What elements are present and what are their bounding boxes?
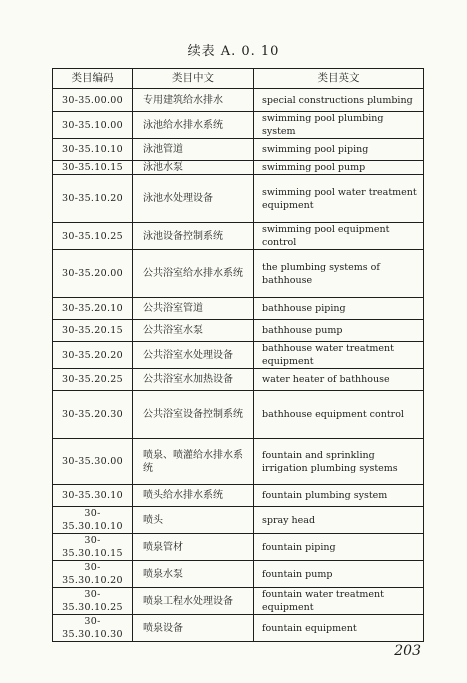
cell-code: 30-35.30.10.25	[53, 588, 133, 615]
table-body	[53, 89, 424, 642]
cell-code: 30-35.30.10.30	[53, 615, 133, 642]
cell-chinese: 喷泉水泵	[133, 561, 254, 588]
table-row	[53, 588, 424, 615]
table-row	[53, 161, 424, 175]
cell-code: 30-35.20.15	[53, 320, 133, 342]
table-row	[53, 112, 424, 139]
cell-code: 30-35.30.10.20	[53, 561, 133, 588]
cell-english: fountain piping	[254, 534, 424, 561]
cell-chinese: 泳池水处理设备	[133, 175, 254, 223]
cell-chinese: 公共浴室水泵	[133, 320, 254, 342]
table-row	[53, 250, 424, 298]
cell-english: fountain and sprinkling irrigation plumbing systems	[254, 439, 424, 485]
cell-code: 30-35.20.25	[53, 369, 133, 391]
cell-chinese: 公共浴室管道	[133, 298, 254, 320]
page-title: 续表 A. 0. 10	[187, 44, 280, 59]
cell-chinese: 喷泉设备	[133, 615, 254, 642]
table-row	[53, 320, 424, 342]
cell-code: 30-35.10.10	[53, 139, 133, 161]
table-row	[53, 561, 424, 588]
cell-english: the plumbing systems of bathhouse	[254, 250, 424, 298]
cell-chinese: 公共浴室水处理设备	[133, 342, 254, 369]
cell-chinese: 泳池管道	[133, 139, 254, 161]
cell-english: swimming pool pump	[254, 161, 424, 175]
cell-code: 30-35.10.20	[53, 175, 133, 223]
cell-code: 30-35.20.00	[53, 250, 133, 298]
cell-code: 30-35.30.10.15	[53, 534, 133, 561]
table-row	[53, 342, 424, 369]
cell-chinese: 喷头	[133, 507, 254, 534]
cell-code: 30-35.10.25	[53, 223, 133, 250]
cell-english: spray head	[254, 507, 424, 534]
cell-chinese: 公共浴室给水排水系统	[133, 250, 254, 298]
table-row	[53, 175, 424, 223]
cell-english: bathhouse equipment control	[254, 391, 424, 439]
cell-chinese: 泳池设备控制系统	[133, 223, 254, 250]
table-row	[53, 485, 424, 507]
cell-english: bathhouse water treatment equipment	[254, 342, 424, 369]
cell-english: swimming pool water treatment equipment	[254, 175, 424, 223]
header-code: 类目编码	[53, 69, 133, 89]
cell-english: water heater of bathhouse	[254, 369, 424, 391]
cell-code: 30-35.30.10	[53, 485, 133, 507]
cell-code: 30-35.10.15	[53, 161, 133, 175]
cell-chinese: 喷头给水排水系统	[133, 485, 254, 507]
cell-english: special constructions plumbing	[254, 89, 424, 112]
cell-code: 30-35.30.00	[53, 439, 133, 485]
cell-code: 30-35.20.30	[53, 391, 133, 439]
cell-english: fountain water treatment equipment	[254, 588, 424, 615]
cell-chinese: 专用建筑给水排水	[133, 89, 254, 112]
table-row	[53, 369, 424, 391]
table-header-row	[53, 69, 424, 89]
table-row	[53, 507, 424, 534]
cell-english: swimming pool piping	[254, 139, 424, 161]
cell-english: swimming pool plumbing system	[254, 112, 424, 139]
cell-code: 30-35.20.10	[53, 298, 133, 320]
cell-english: fountain pump	[254, 561, 424, 588]
cell-code: 30-35.00.00	[53, 89, 133, 112]
cell-english: swimming pool equipment control	[254, 223, 424, 250]
table-row	[53, 391, 424, 439]
cell-english: fountain plumbing system	[254, 485, 424, 507]
table-row	[53, 139, 424, 161]
cell-english: bathhouse pump	[254, 320, 424, 342]
header-english: 类目英文	[254, 69, 424, 89]
table-row	[53, 223, 424, 250]
cell-chinese: 喷泉管材	[133, 534, 254, 561]
cell-chinese: 喷泉工程水处理设备	[133, 588, 254, 615]
cell-code: 30-35.20.20	[53, 342, 133, 369]
cell-code: 30-35.10.00	[53, 112, 133, 139]
table-row	[53, 89, 424, 112]
table-row	[53, 298, 424, 320]
cell-chinese: 泳池水泵	[133, 161, 254, 175]
table-row	[53, 534, 424, 561]
cell-english: fountain equipment	[254, 615, 424, 642]
cell-chinese: 泳池给水排水系统	[133, 112, 254, 139]
table-row	[53, 615, 424, 642]
classification-table	[52, 68, 424, 642]
cell-code: 30-35.30.10.10	[53, 507, 133, 534]
cell-chinese: 公共浴室设备控制系统	[133, 391, 254, 439]
cell-chinese: 喷泉、喷灌给水排水系统	[133, 439, 254, 485]
table-row	[53, 439, 424, 485]
page-number: 203	[394, 643, 421, 659]
header-chinese: 类目中文	[133, 69, 254, 89]
cell-english: bathhouse piping	[254, 298, 424, 320]
cell-chinese: 公共浴室水加热设备	[133, 369, 254, 391]
